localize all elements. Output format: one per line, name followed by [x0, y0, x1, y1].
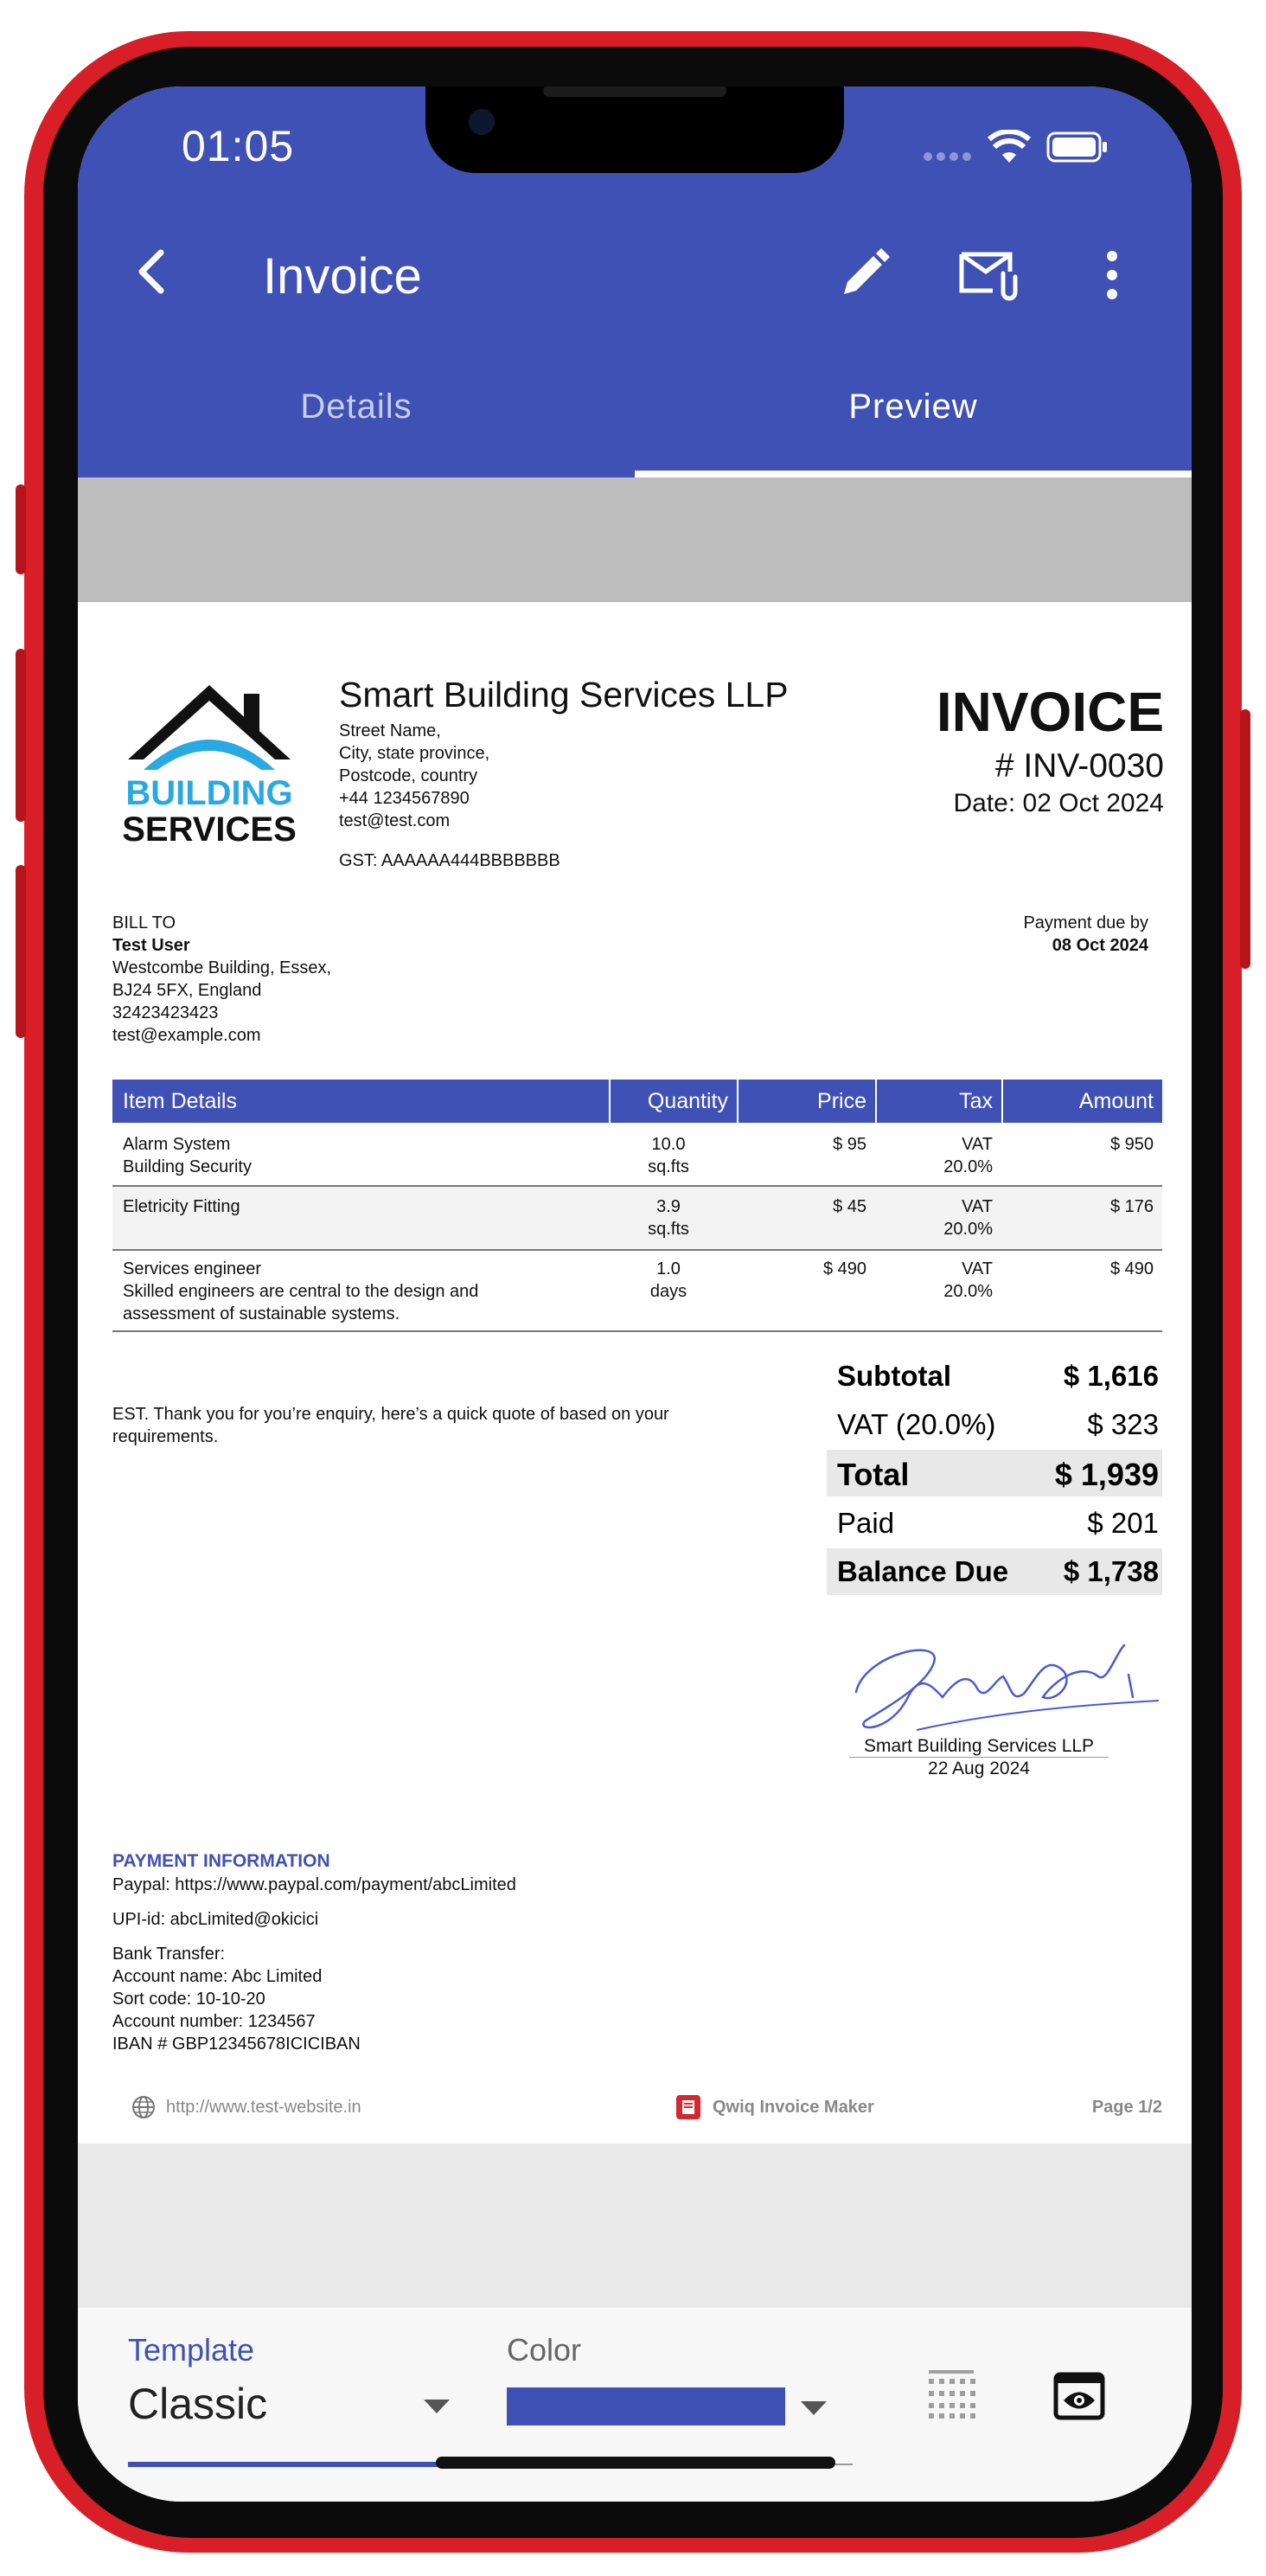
total-value: $ 1,939 — [1054, 1457, 1159, 1492]
power-button — [1240, 709, 1250, 969]
item-tax-rate: 20.0% — [943, 1220, 993, 1239]
preview-background-bottom — [78, 2143, 1192, 2308]
item-amount: $ 950 — [1109, 1135, 1154, 1154]
table-bottom-border — [112, 1330, 1162, 1332]
item-description: assessment of sustainable systems. — [123, 1304, 400, 1323]
item-name: Alarm System — [123, 1135, 231, 1154]
bank-transfer-line: Bank Transfer: — [112, 1945, 226, 1964]
invoice-number: # INV-0030 — [994, 747, 1164, 785]
color-swatch[interactable] — [507, 2387, 785, 2425]
footer-page-number: Page 1/2 — [1091, 2098, 1162, 2117]
volume-down-button — [16, 865, 26, 1038]
item-description: Building Security — [123, 1157, 252, 1176]
item-tax: VAT — [962, 1135, 993, 1154]
table-row — [112, 1187, 1162, 1249]
bank-iban: IBAN # GBP12345678ICICIBAN — [112, 2035, 361, 2054]
status-time: 01:05 — [182, 122, 295, 170]
item-quantity: 10.0 — [651, 1135, 686, 1154]
paid-value: $ 201 — [1087, 1507, 1159, 1539]
mail-attachment-icon[interactable] — [958, 247, 1020, 307]
payment-upi: UPI-id: abcLimited@okicici — [112, 1910, 319, 1929]
template-label: Template — [128, 2332, 255, 2368]
column-header-amount: Amount — [1078, 1089, 1154, 1113]
company-phone: +44 1234567890 — [339, 789, 470, 808]
invoice-heading: INVOICE — [936, 681, 1164, 743]
item-price: $ 45 — [833, 1197, 866, 1216]
app-logo-icon — [675, 2093, 702, 2125]
column-header-price: Price — [817, 1089, 866, 1113]
more-vert-icon[interactable] — [1103, 251, 1121, 304]
table-row — [112, 1123, 1162, 1185]
page-title: Invoice — [263, 248, 422, 304]
company-logo — [123, 680, 296, 857]
bank-account-number: Account number: 1234567 — [112, 2012, 316, 2031]
wifi-icon — [988, 130, 1031, 169]
item-tax-rate: 20.0% — [943, 1157, 993, 1176]
company-address-line: City, state province, — [339, 744, 490, 763]
mute-switch — [16, 484, 26, 574]
bill-to-phone: 32423423423 — [112, 1003, 219, 1022]
template-select-value[interactable]: Classic — [128, 2380, 268, 2428]
logo-text-building: BUILDING — [125, 774, 293, 812]
template-dropdown-icon[interactable] — [424, 2400, 450, 2418]
company-address-line: Postcode, country — [339, 766, 478, 785]
home-indicator — [436, 2457, 835, 2469]
color-dropdown-icon[interactable] — [801, 2401, 827, 2419]
bill-to-line: Westcombe Building, Essex, — [112, 958, 332, 977]
item-tax: VAT — [962, 1197, 993, 1216]
company-email: test@test.com — [339, 811, 451, 830]
company-name: Smart Building Services LLP — [339, 675, 789, 714]
item-description: Skilled engineers are central to the design and — [123, 1282, 479, 1301]
bill-to-email: test@example.com — [112, 1026, 261, 1045]
payment-paypal: Paypal: https://www.paypal.com/payment/abcLimited — [112, 1875, 516, 1894]
balance-due-value: $ 1,738 — [1063, 1555, 1159, 1587]
column-header-quantity: Quantity — [647, 1089, 728, 1113]
back-arrow-icon[interactable] — [128, 246, 180, 298]
battery-icon — [1046, 131, 1109, 167]
subtotal-value: $ 1,616 — [1063, 1360, 1159, 1392]
item-unit: sq.fts — [648, 1157, 689, 1176]
column-header-tax: Tax — [959, 1089, 993, 1113]
front-camera — [469, 109, 495, 135]
speaker-grill — [543, 87, 726, 97]
item-unit: days — [649, 1282, 687, 1301]
bank-sort-code: Sort code: 10-10-20 — [112, 1990, 265, 2009]
item-amount: $ 490 — [1109, 1259, 1154, 1278]
item-price: $ 490 — [822, 1259, 866, 1278]
payment-due-date: 08 Oct 2024 — [1052, 936, 1148, 955]
payment-info-heading: PAYMENT INFORMATION — [112, 1851, 330, 1871]
invoice-preview-page[interactable] — [78, 602, 1192, 2143]
column-header-item: Item Details — [123, 1089, 237, 1113]
balance-due-label: Balance Due — [837, 1555, 1009, 1587]
edit-pencil-icon[interactable] — [839, 247, 891, 304]
color-label: Color — [507, 2332, 582, 2368]
invoice-date: Date: 02 Oct 2024 — [953, 789, 1164, 817]
vat-label: VAT (20.0%) — [837, 1408, 996, 1440]
active-tab-indicator — [635, 471, 1192, 477]
footer-website: http://www.test-website.in — [166, 2098, 361, 2117]
bill-to-label: BILL TO — [112, 913, 176, 932]
item-name: Services engineer — [123, 1259, 262, 1278]
total-label: Total — [837, 1457, 910, 1492]
paid-label: Paid — [837, 1507, 895, 1539]
subtotal-label: Subtotal — [837, 1360, 951, 1392]
preview-background — [78, 477, 1192, 602]
preview-eye-icon[interactable] — [1053, 2372, 1105, 2425]
item-price: $ 95 — [833, 1135, 866, 1154]
phone-screen — [78, 87, 1192, 2502]
company-gst: GST: AAAAAA444BBBBBBB — [339, 851, 560, 870]
signer-name: Smart Building Services LLP — [863, 1736, 1095, 1756]
footer-brand: Qwiq Invoice Maker — [713, 2098, 874, 2117]
bill-to-name: Test User — [112, 936, 190, 955]
item-tax-rate: 20.0% — [943, 1282, 993, 1301]
item-tax: VAT — [962, 1259, 993, 1278]
item-unit: sq.fts — [648, 1220, 689, 1239]
bill-to-line: BJ24 5FX, England — [112, 981, 262, 1000]
company-address-line: Street Name, — [339, 721, 441, 740]
tab-preview[interactable]: Preview — [848, 388, 978, 426]
signal-icon — [922, 151, 974, 167]
item-quantity: 3.9 — [656, 1197, 681, 1216]
signature-image — [839, 1619, 1167, 1745]
vat-value: $ 323 — [1087, 1408, 1159, 1440]
logo-text-services: SERVICES — [123, 811, 296, 849]
globe-icon — [131, 2095, 156, 2124]
volume-up-button — [16, 649, 26, 822]
invoice-note: EST. Thank you for you’re enquiry, here’s a quick quote of based on your — [112, 1405, 669, 1424]
item-name: Eletricity Fitting — [123, 1197, 240, 1216]
item-amount: $ 176 — [1109, 1197, 1154, 1216]
item-quantity: 1.0 — [656, 1259, 681, 1278]
tab-details[interactable]: Details — [300, 388, 412, 426]
grid-layout-icon[interactable] — [925, 2367, 977, 2423]
bank-account-name: Account name: Abc Limited — [112, 1967, 323, 1986]
signature-date: 22 Aug 2024 — [928, 1759, 1030, 1778]
table-row — [112, 1251, 1162, 1330]
invoice-note: requirements. — [112, 1427, 219, 1446]
payment-due-label: Payment due by — [1023, 913, 1148, 932]
